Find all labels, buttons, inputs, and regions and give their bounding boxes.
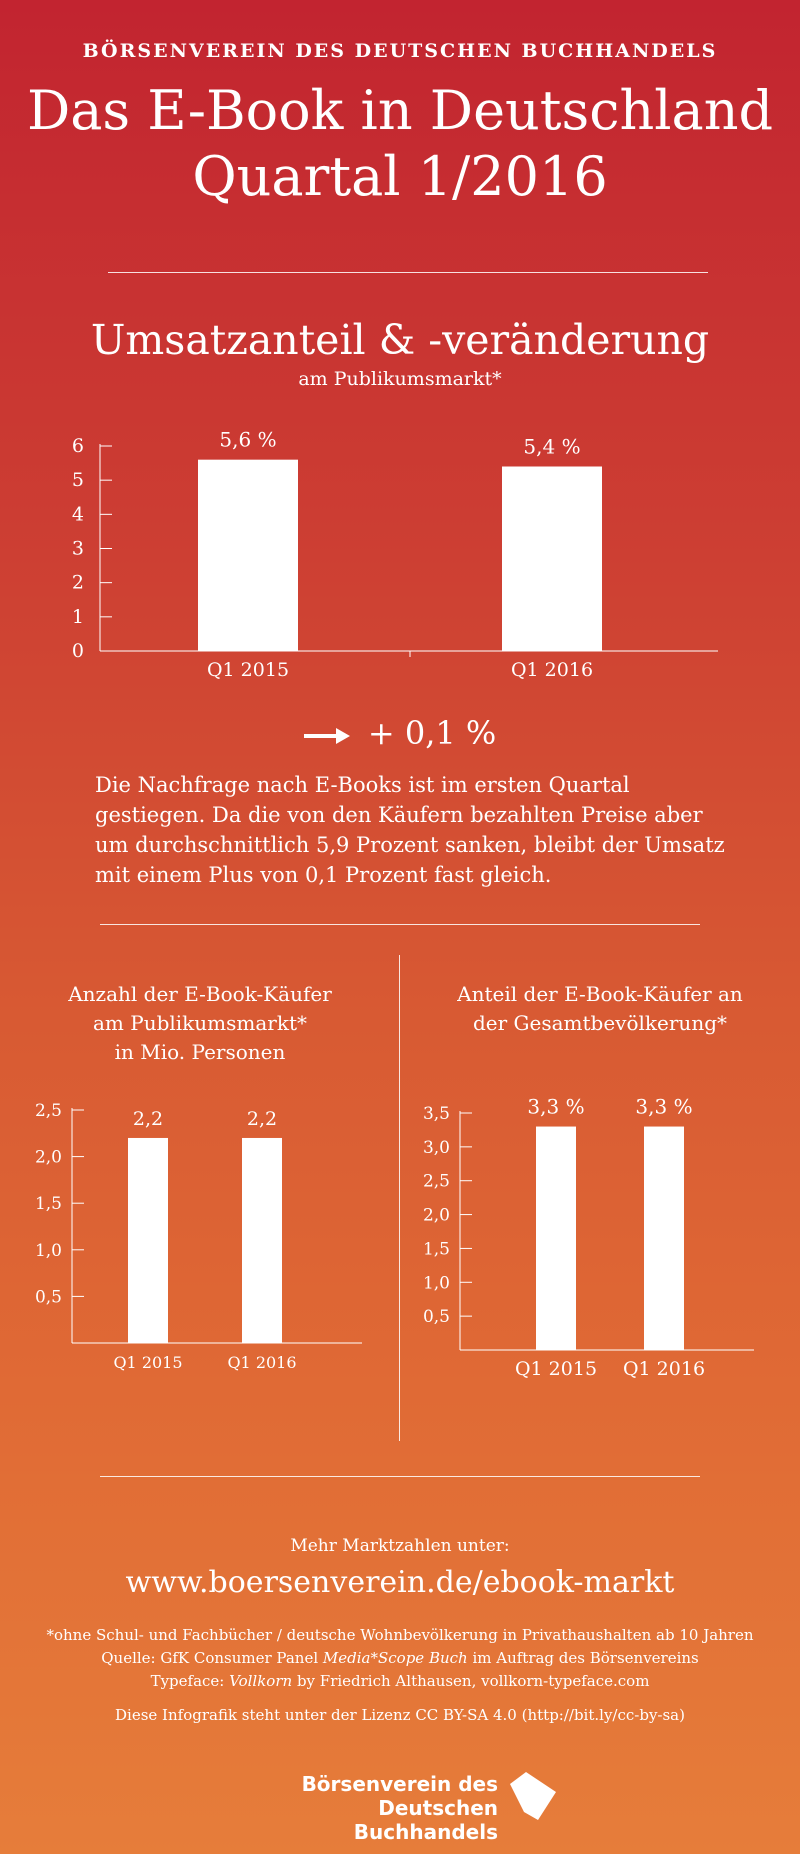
divider-top — [108, 272, 708, 273]
umsatz-y-tick-label: 4 — [71, 503, 84, 526]
umsatz-bar — [198, 460, 298, 651]
left-chart-title — [40, 980, 360, 1067]
org-name: BÖRSENVEREIN DES DEUTSCHEN BUCHHANDELS — [82, 40, 718, 62]
arrow-right-icon — [304, 726, 350, 746]
market-url-link[interactable]: www.boersenverein.de/ebook-markt — [125, 1565, 675, 1600]
change-indicator — [0, 714, 800, 752]
right-title-line-2: der Gesamtbevölkerung* — [472, 1011, 727, 1035]
umsatz-y-tick-label: 3 — [71, 537, 84, 560]
anteil-category-label: Q1 2015 — [514, 1358, 598, 1380]
umsatz-y-tick-label: 2 — [71, 571, 84, 594]
kaeufer-y-tick-label: 2,0 — [34, 1147, 62, 1168]
left-title-line-2: am Publikumsmarkt* — [92, 1011, 307, 1035]
divider-middle — [100, 924, 700, 925]
section1-paragraph: Die Nachfrage nach E-Books ist im ersten Quartal gestiegen. Da die von den Käufern bezahlten Preise aber um durchschnittlich 5,9 Prozent sanken, bleibt der Umsatz mit einem Plus von 0,1 Prozent fast gleich. — [95, 773, 725, 887]
vertical-divider — [399, 955, 400, 1441]
divider-bottom — [100, 1476, 700, 1477]
right-chart-title — [420, 980, 780, 1038]
anteil-y-tick-label: 3,0 — [422, 1137, 450, 1158]
footnote-1: *ohne Schul- und Fachbücher / deutsche Wohnbevölkerung in Privathaushalten ab 10 Jahren — [46, 1626, 754, 1644]
section1-subtitle: am Publikumsmarkt* — [298, 368, 502, 390]
umsatz-bar-value-label: 5,4 % — [523, 434, 581, 459]
license-note: Diese Infografik steht unter der Lizenz CC BY-SA 4.0 (http://bit.ly/cc-by-sa) — [115, 1706, 685, 1724]
umsatz-y-tick-label: 5 — [71, 469, 84, 492]
anteil-y-tick-label: 3,5 — [422, 1104, 450, 1124]
footnote-typeface: Typeface: Vollkorn by Friedrich Althausen, vollkorn-typeface.com — [150, 1672, 650, 1690]
kaeufer-y-tick-label: 2,5 — [34, 1101, 62, 1121]
anteil-bar-value-label: 3,3 % — [527, 1094, 585, 1119]
kaeufer-y-tick-label: 1,0 — [34, 1240, 62, 1261]
kaeufer-y-tick-label: 0,5 — [34, 1287, 62, 1308]
umsatz-category-label: Q1 2015 — [206, 659, 290, 681]
section1-title: Umsatzanteil & -veränderung — [90, 316, 710, 364]
anteil-category-label: Q1 2016 — [622, 1358, 706, 1380]
logo-line-1: Börsenverein des — [301, 1772, 498, 1796]
anteil-bar — [536, 1127, 576, 1350]
anteil-y-tick-label: 2,0 — [422, 1205, 450, 1226]
anteil-y-tick-label: 2,5 — [422, 1171, 450, 1192]
anteil-y-tick-label: 1,0 — [422, 1273, 450, 1294]
logo-text — [236, 1772, 498, 1844]
footnote-source: Quelle: GfK Consumer Panel Media*Scope Buch im Auftrag des Börsenvereins — [101, 1649, 699, 1667]
kaeufer-bar — [128, 1138, 168, 1343]
right-title-line-1: Anteil der E-Book-Käufer an — [457, 982, 743, 1006]
umsatz-y-tick-label: 6 — [71, 435, 84, 457]
footnotes — [0, 1624, 800, 1693]
kaeufer-bar-value-label: 2,2 — [246, 1107, 278, 1130]
title-line-1: Das E-Book in Deutschland — [26, 79, 774, 142]
change-value: + 0,1 % — [367, 714, 497, 752]
left-title-line-1: Anzahl der E-Book-Käufer — [68, 982, 332, 1006]
anteil-y-tick-label: 1,5 — [422, 1239, 450, 1260]
kaeufer-bar — [242, 1138, 282, 1343]
umsatz-category-label: Q1 2016 — [510, 659, 594, 681]
kaeufer-category-label: Q1 2015 — [113, 1353, 183, 1372]
page-title — [0, 78, 800, 210]
logo-mark-icon — [508, 1770, 558, 1822]
umsatz-bar — [502, 467, 602, 652]
anteil-bar-value-label: 3,3 % — [635, 1094, 693, 1119]
kaeufer-y-tick-label: 1,5 — [34, 1194, 62, 1215]
left-title-line-3: in Mio. Personen — [114, 1040, 286, 1064]
title-line-2: Quartal 1/2016 — [192, 145, 608, 208]
umsatz-bar-value-label: 5,6 % — [219, 427, 277, 452]
anteil-bar — [644, 1127, 684, 1350]
umsatz-y-tick-label: 0 — [71, 640, 84, 662]
anteil-y-tick-label: 0,5 — [422, 1307, 450, 1328]
kaeufer-bar-value-label: 2,2 — [132, 1107, 164, 1130]
logo-line-2: Deutschen Buchhandels — [353, 1796, 498, 1844]
kaeufer-category-label: Q1 2016 — [227, 1353, 297, 1372]
umsatz-y-tick-label: 1 — [71, 605, 84, 628]
publisher-logo — [236, 1770, 566, 1844]
more-data-label: Mehr Marktzahlen unter: — [290, 1536, 510, 1556]
